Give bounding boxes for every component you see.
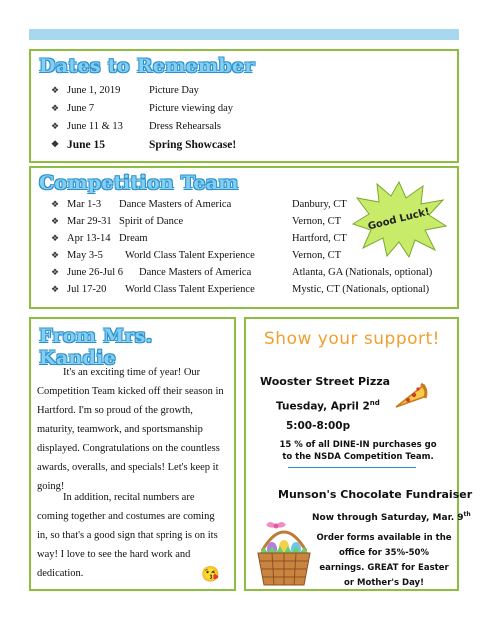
top-banner-bar [29, 29, 459, 40]
kandie-title: From Mrs. Kandie [39, 325, 153, 369]
chocolate-name: Munson's Chocolate Fundraiser [278, 488, 473, 501]
competition-date: Apr 13-14 [67, 233, 111, 244]
competition-event: World Class Talent Experience [125, 250, 255, 261]
competition-date: May 3-5 [67, 250, 103, 261]
pizza-detail: 15 % of all DINE-IN purchases go to the NSDA Competition Team. [279, 440, 437, 462]
dates-section [29, 49, 459, 163]
competition-event: Dance Masters of America [119, 199, 232, 210]
competition-event: Dance Masters of America [139, 267, 252, 278]
bullet-diamond-icon: ❖ [51, 199, 60, 209]
competition-event: Spirit of Dance [119, 216, 184, 227]
dates-event: Dress Rehearsals [149, 121, 222, 132]
chocolate-detail: Order forms available in the office for 35%-50% earnings. GREAT for Easter or Mother's Day! [316, 533, 452, 588]
competition-location: Atlanta, GA (Nationals, optional) [292, 267, 433, 278]
competition-date: Jul 17-20 [67, 284, 107, 295]
competition-event: World Class Talent Experience [125, 284, 255, 295]
dates-event: Picture viewing day [149, 103, 233, 114]
kiss-emoji-icon: 😘 [201, 567, 220, 583]
pizza-time: 5:00-8:00p [286, 420, 351, 432]
bullet-diamond-icon: ❖ [51, 216, 60, 226]
bullet-diamond-icon: ❖ [51, 267, 60, 277]
pizza-name: Wooster Street Pizza [260, 375, 391, 388]
bullet-diamond-icon: ❖ [51, 85, 60, 95]
divider-line [288, 467, 416, 468]
pizza-date [276, 399, 380, 413]
dates-event: Spring Showcase! [149, 139, 237, 151]
bullet-diamond-icon: ❖ [51, 121, 60, 131]
competition-date: Mar 1-3 [67, 199, 102, 210]
easter-basket-icon [252, 519, 316, 589]
dates-date: June 11 & 13 [67, 121, 123, 132]
competition-title: Competition Team [39, 172, 239, 194]
good-luck-text: Good Luck! [366, 206, 431, 233]
competition-date: Mar 29-31 [67, 216, 112, 227]
competition-location: Vernon, CT [292, 216, 341, 227]
bullet-diamond-icon: ❖ [51, 103, 60, 113]
pizza-date-text: Tuesday, April 2 [276, 400, 370, 413]
chocolate-date-text: Now through Saturday, Mar. 9 [312, 513, 464, 523]
bullet-diamond-icon: ❖ [51, 233, 60, 243]
dates-date: June 7 [67, 103, 95, 114]
chocolate-date-suffix: th [463, 511, 471, 518]
bullet-diamond-icon: ❖ [51, 250, 60, 260]
dates-date: June 15 [67, 139, 106, 151]
competition-section [29, 166, 459, 309]
pizza-date-suffix: nd [369, 399, 380, 407]
competition-date: June 26-Jul 6 [67, 267, 123, 278]
dates-date: June 1, 2019 [67, 85, 121, 96]
support-title: Show your support! [264, 329, 440, 349]
competition-event: Dream [119, 233, 148, 244]
kandie-paragraph-1: It's an exciting time of year! Our Competition Team kicked off their season in Hartford. I'm so proud of the growth, maturity, teamwork, and sportsmanship displayed. Congratulations on the countless awards, overalls, and specials! Let's keep it going! [37, 367, 224, 492]
competition-location: Vernon, CT [292, 250, 341, 261]
dates-title: Dates to Remember [39, 55, 255, 77]
bullet-diamond-icon: ❖ [51, 284, 60, 294]
kandie-section [29, 317, 236, 591]
dates-event: Picture Day [149, 85, 199, 96]
competition-location: Mystic, CT (Nationals, optional) [292, 284, 430, 295]
competition-location: Hartford, CT [292, 233, 347, 244]
chocolate-date [312, 511, 471, 523]
good-luck-starburst [351, 180, 447, 258]
competition-location: Danbury, CT [292, 199, 347, 210]
support-section [244, 317, 473, 591]
kandie-paragraph-2: In addition, recital numbers are coming together and costumes are coming in, so that's a good sign that spring is on its way! I love to see the hard work and dedication. [37, 492, 218, 579]
pizza-slice-icon [394, 381, 428, 411]
bullet-diamond-icon: ❖ [51, 139, 60, 149]
